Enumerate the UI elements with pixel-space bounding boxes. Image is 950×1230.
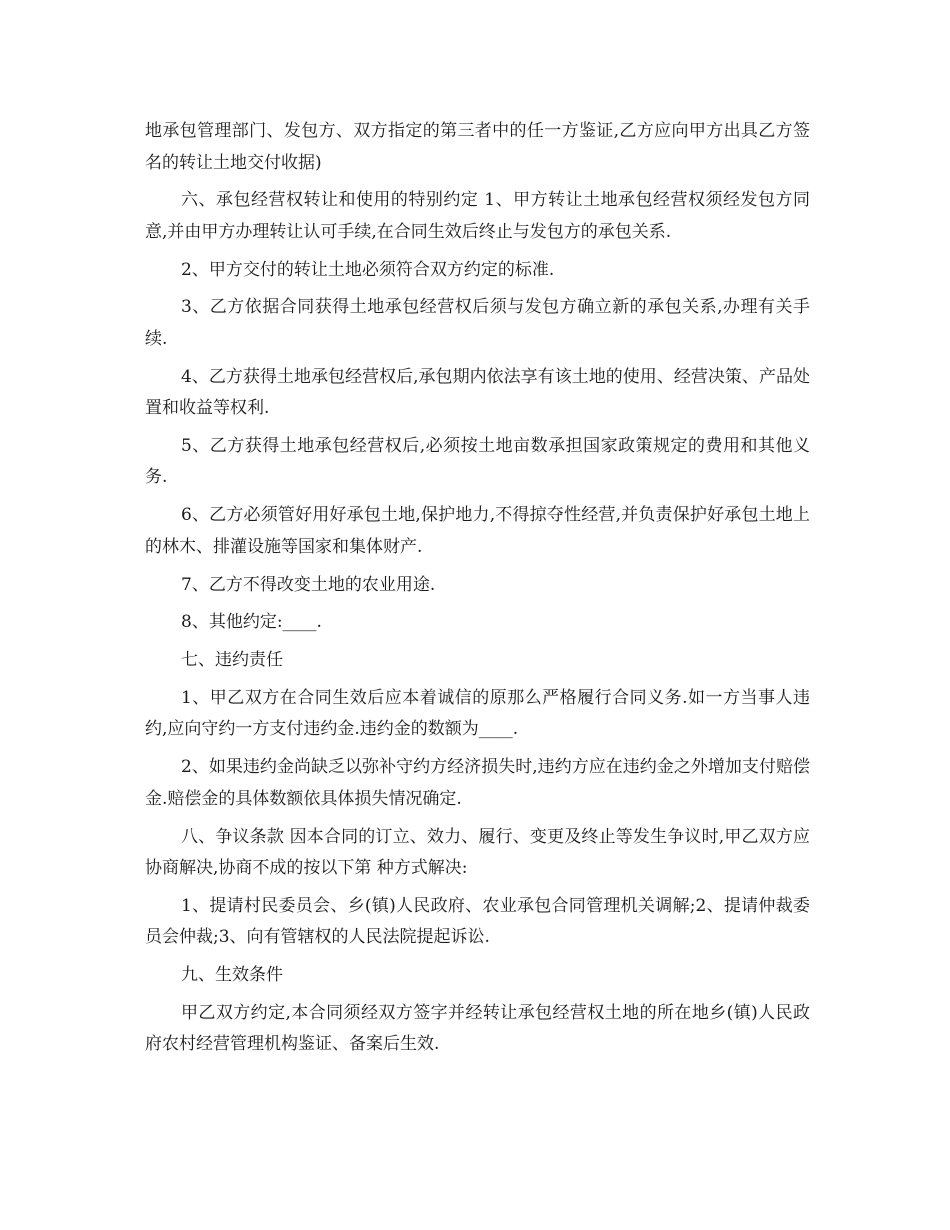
paragraph-11: 2、如果违约金尚缺乏以弥补守约方经济损失时,违约方应在违约金之外增加支付赔偿金.赔偿金的具体数额依具体损失情况确定.	[145, 757, 810, 809]
paragraph-6: 6、乙方必须管好用好承包土地,保护地力,不得掠夺性经营,并负责保护好承包土地上的林木、排灌设施等国家和集体财产.	[145, 505, 810, 557]
section-heading-breach-liability: 七、违约责任	[181, 650, 283, 671]
document-body	[145, 116, 810, 1067]
paragraph-5: 5、乙方获得土地承包经营权后,必须按土地亩数承担国家政策规定的费用和其他义务.	[145, 435, 810, 488]
paragraph-2: 2、甲方交付的转让土地必须符合双方约定的标准.	[181, 259, 555, 280]
paragraph-1: 六、承包经营权转让和使用的特别约定 1、甲方转让土地承包经营权须经发包方同意,并由甲方办理转让认可手续,在合同生效后终止与发包方的承包关系.	[145, 190, 810, 242]
paragraph-15: 甲乙双方约定,本合同须经双方签字并经转让承包经营权土地的所在地乡(镇)人民政府农村经营管理机构鉴证、备案后生效.	[145, 1002, 810, 1055]
paragraph-4: 4、乙方获得土地承包经营权后,承包期内依法享有该土地的使用、经营决策、产品处置和收益等权利.	[145, 366, 810, 419]
paragraph-7: 7、乙方不得改变土地的农业用途.	[181, 574, 436, 595]
section-heading-effective-conditions: 九、生效条件	[181, 965, 283, 986]
paragraph-10: 1、甲乙双方在合同生效后应本着诚信的原那么严格履行合同义务.如一方当事人违约,应向守约一方支付违约金.违约金的数额为____.	[145, 687, 810, 740]
paragraph-0: 地承包管理部门、发包方、双方指定的第三者中的任一方鉴证,乙方应向甲方出具乙方签名的转让土地交付收据)	[145, 121, 810, 173]
paragraph-13: 1、提请村民委员会、乡(镇)人民政府、农业承包合同管理机关调解;2、提请仲裁委员会仲裁;3、向有管辖权的人民法院提起诉讼.	[145, 895, 810, 948]
paragraph-8: 8、其他约定:____.	[181, 612, 322, 633]
paragraph-3: 3、乙方依据合同获得土地承包经营权后须与发包方确立新的承包关系,办理有关手续.	[145, 297, 810, 349]
paragraph-12: 八、争议条款 因本合同的订立、效力、履行、变更及终止等发生争议时,甲乙双方应协商解决,协商不成的按以下第 种方式解决:	[145, 826, 810, 879]
